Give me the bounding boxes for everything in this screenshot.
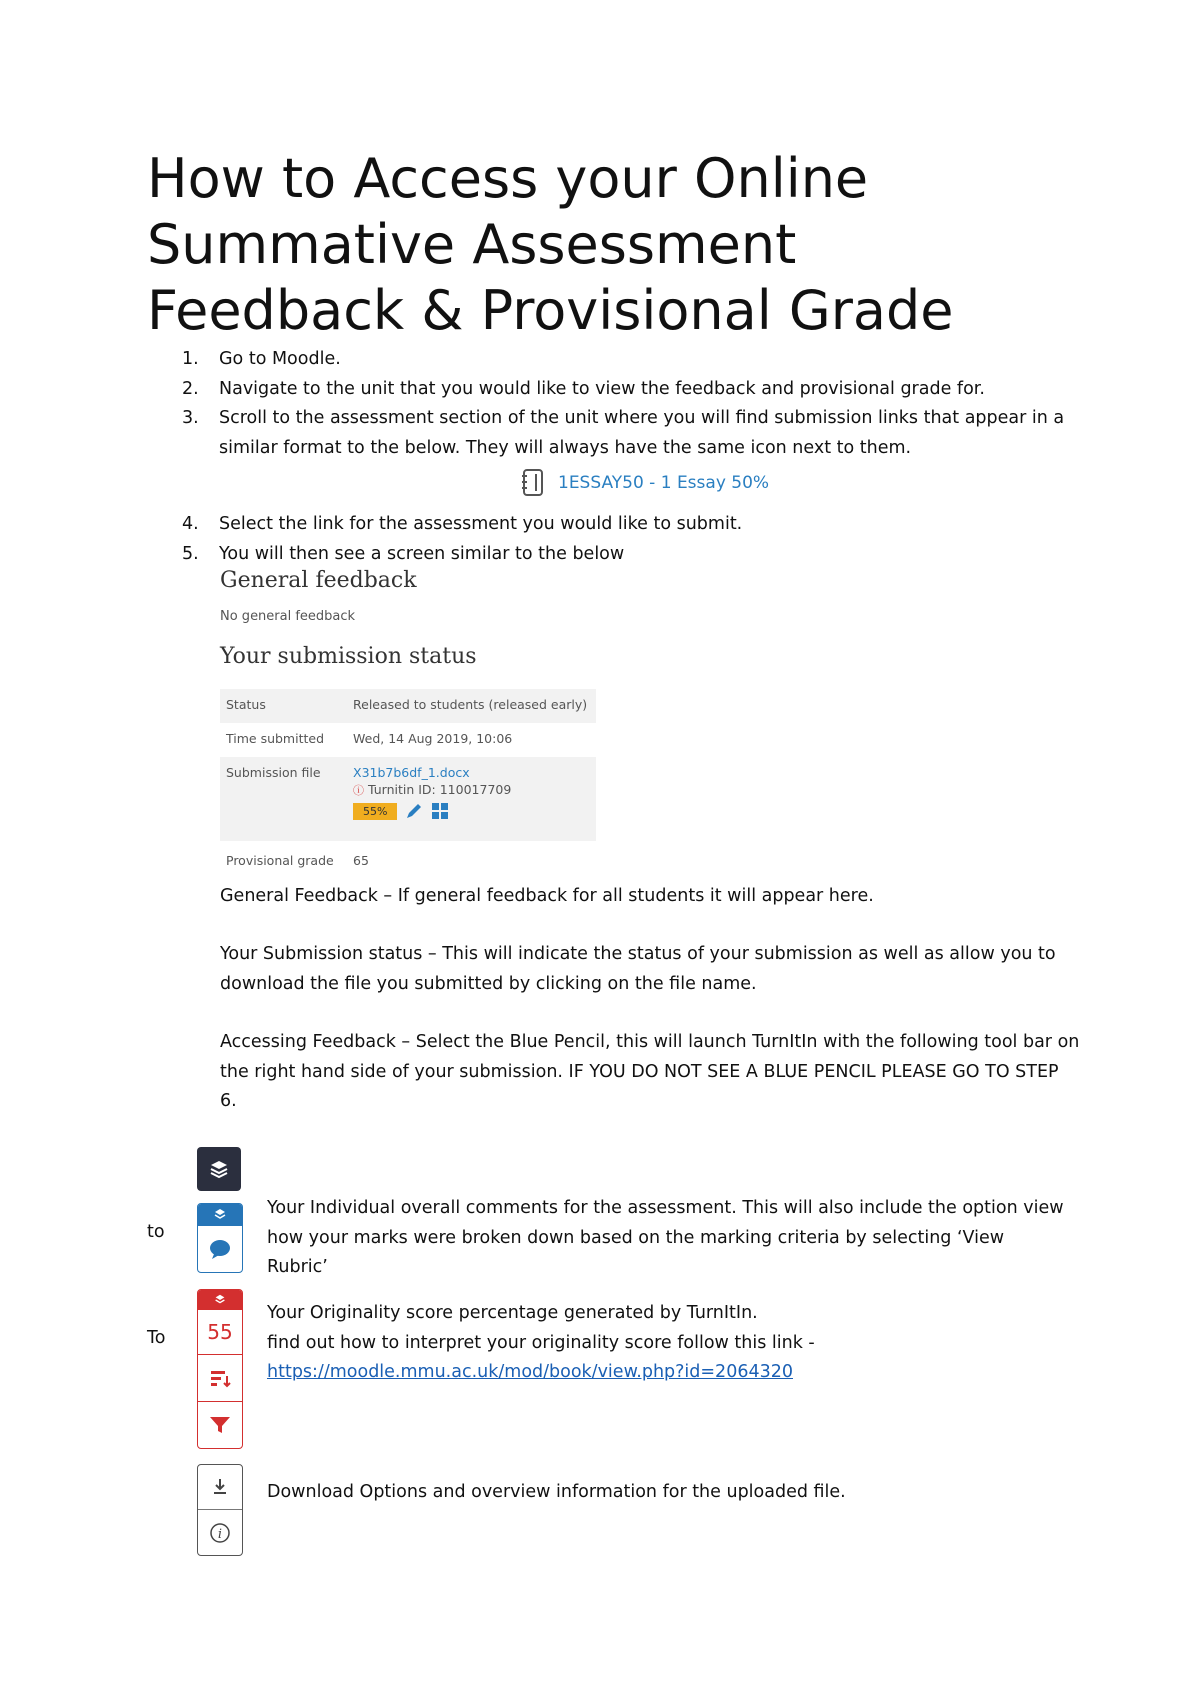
layers-button[interactable] xyxy=(197,1147,241,1191)
step-item: 3. Scroll to the assessment section of the unit where you will find submission links that appear in a similar format to the below. They will always have the same icon next to them. xyxy=(182,408,1065,458)
comments-description: Your Individual overall comments for the assessment. This will also include the option view how your marks were broken down based on the marking criteria by selecting ‘View Rubric’ xyxy=(267,1198,1064,1277)
file-row: Submission file X31b7b6df_1.docx ⓘ Turnitin ID: 110017709 55% xyxy=(220,757,596,841)
step-item: 2. Navigate to the unit that you would like to view the feedback and provisional grade for. xyxy=(182,378,985,399)
provisional-grade-value: 65 xyxy=(353,853,369,868)
similarity-badge[interactable]: 55% xyxy=(353,803,397,820)
submission-screenshot xyxy=(220,568,600,669)
info-icon[interactable] xyxy=(209,1522,231,1544)
svg-text:i: i xyxy=(217,1527,223,1542)
grade-row: Provisional grade 65 xyxy=(220,841,596,877)
filter-icon[interactable] xyxy=(209,1415,231,1435)
layers-icon xyxy=(212,1207,228,1223)
download-tool-group[interactable] xyxy=(197,1464,243,1556)
steps-list xyxy=(147,345,1067,463)
comments-side-label: to xyxy=(147,1222,165,1242)
originality-score[interactable]: 55 xyxy=(198,1310,242,1355)
step-item: 5. You will then see a screen similar to the below xyxy=(182,543,625,564)
submission-status-table xyxy=(220,689,596,877)
submission-file-link[interactable]: X31b7b6df_1.docx xyxy=(353,765,470,780)
no-general-feedback-text: No general feedback xyxy=(220,609,356,624)
assessment-link-label[interactable]: 1ESSAY50 - 1 Essay 50% xyxy=(558,473,770,493)
comments-tool-group[interactable] xyxy=(197,1203,243,1273)
status-row: Status Released to students (released early) xyxy=(220,689,596,723)
title-line-1: How to Access your Online xyxy=(147,147,869,210)
sort-icon[interactable] xyxy=(209,1368,231,1388)
step-item: 4. Select the link for the assessment you would like to submit. xyxy=(182,514,743,534)
general-feedback-heading: General feedback xyxy=(220,568,417,593)
submission-status-paragraph: Your Submission status – This will indicate the status of your submission as well as allow you to download the file you submitted by clicking on the file name. xyxy=(220,944,1056,994)
grid-icon[interactable] xyxy=(431,802,449,820)
title-line-2: Summative Assessment xyxy=(147,213,797,276)
time-value: Wed, 14 Aug 2019, 10:06 xyxy=(353,731,513,746)
general-feedback-paragraph: General Feedback – If general feedback for all students it will appear here. xyxy=(220,886,874,906)
layers-icon xyxy=(197,1147,241,1191)
originality-tool-group[interactable] xyxy=(197,1289,243,1449)
comment-icon[interactable] xyxy=(208,1238,232,1260)
title-line-3: Feedback & Provisional Grade xyxy=(147,279,954,342)
page-title xyxy=(147,146,1107,344)
originality-description: Your Originality score percentage generated by TurnItIn. find out how to interpret your originality score follow this link - https://moodle.mmu.ac.uk/mod/book/view.php?id=2064320 xyxy=(267,1303,815,1382)
assessment-link[interactable] xyxy=(520,467,769,499)
assignment-icon xyxy=(520,468,546,498)
time-row: Time submitted Wed, 14 Aug 2019, 10:06 xyxy=(220,723,596,757)
turnitin-icon: ⓘ xyxy=(353,784,364,797)
turnitin-id: Turnitin ID: 110017709 xyxy=(367,782,512,797)
download-icon[interactable] xyxy=(210,1477,230,1497)
steps-list-continued xyxy=(147,510,1067,569)
step-item: 1. Go to Moodle. xyxy=(182,349,341,369)
status-value: Released to students (released early) xyxy=(347,689,596,723)
submission-status-heading: Your submission status xyxy=(220,644,477,669)
layers-icon xyxy=(213,1293,227,1307)
accessing-feedback-paragraph: Accessing Feedback – Select the Blue Pencil, this will launch TurnItIn with the following tool bar on the right hand side of your submission. IF YOU DO NOT SEE A BLUE PENCIL PLEASE GO TO STEP 6. xyxy=(220,1032,1080,1111)
originality-side-label: To xyxy=(147,1328,166,1348)
pencil-icon[interactable] xyxy=(405,802,423,820)
download-description: Download Options and overview information for the uploaded file. xyxy=(267,1482,846,1502)
originality-help-link[interactable]: https://moodle.mmu.ac.uk/mod/book/view.php?id=2064320 xyxy=(267,1362,793,1382)
